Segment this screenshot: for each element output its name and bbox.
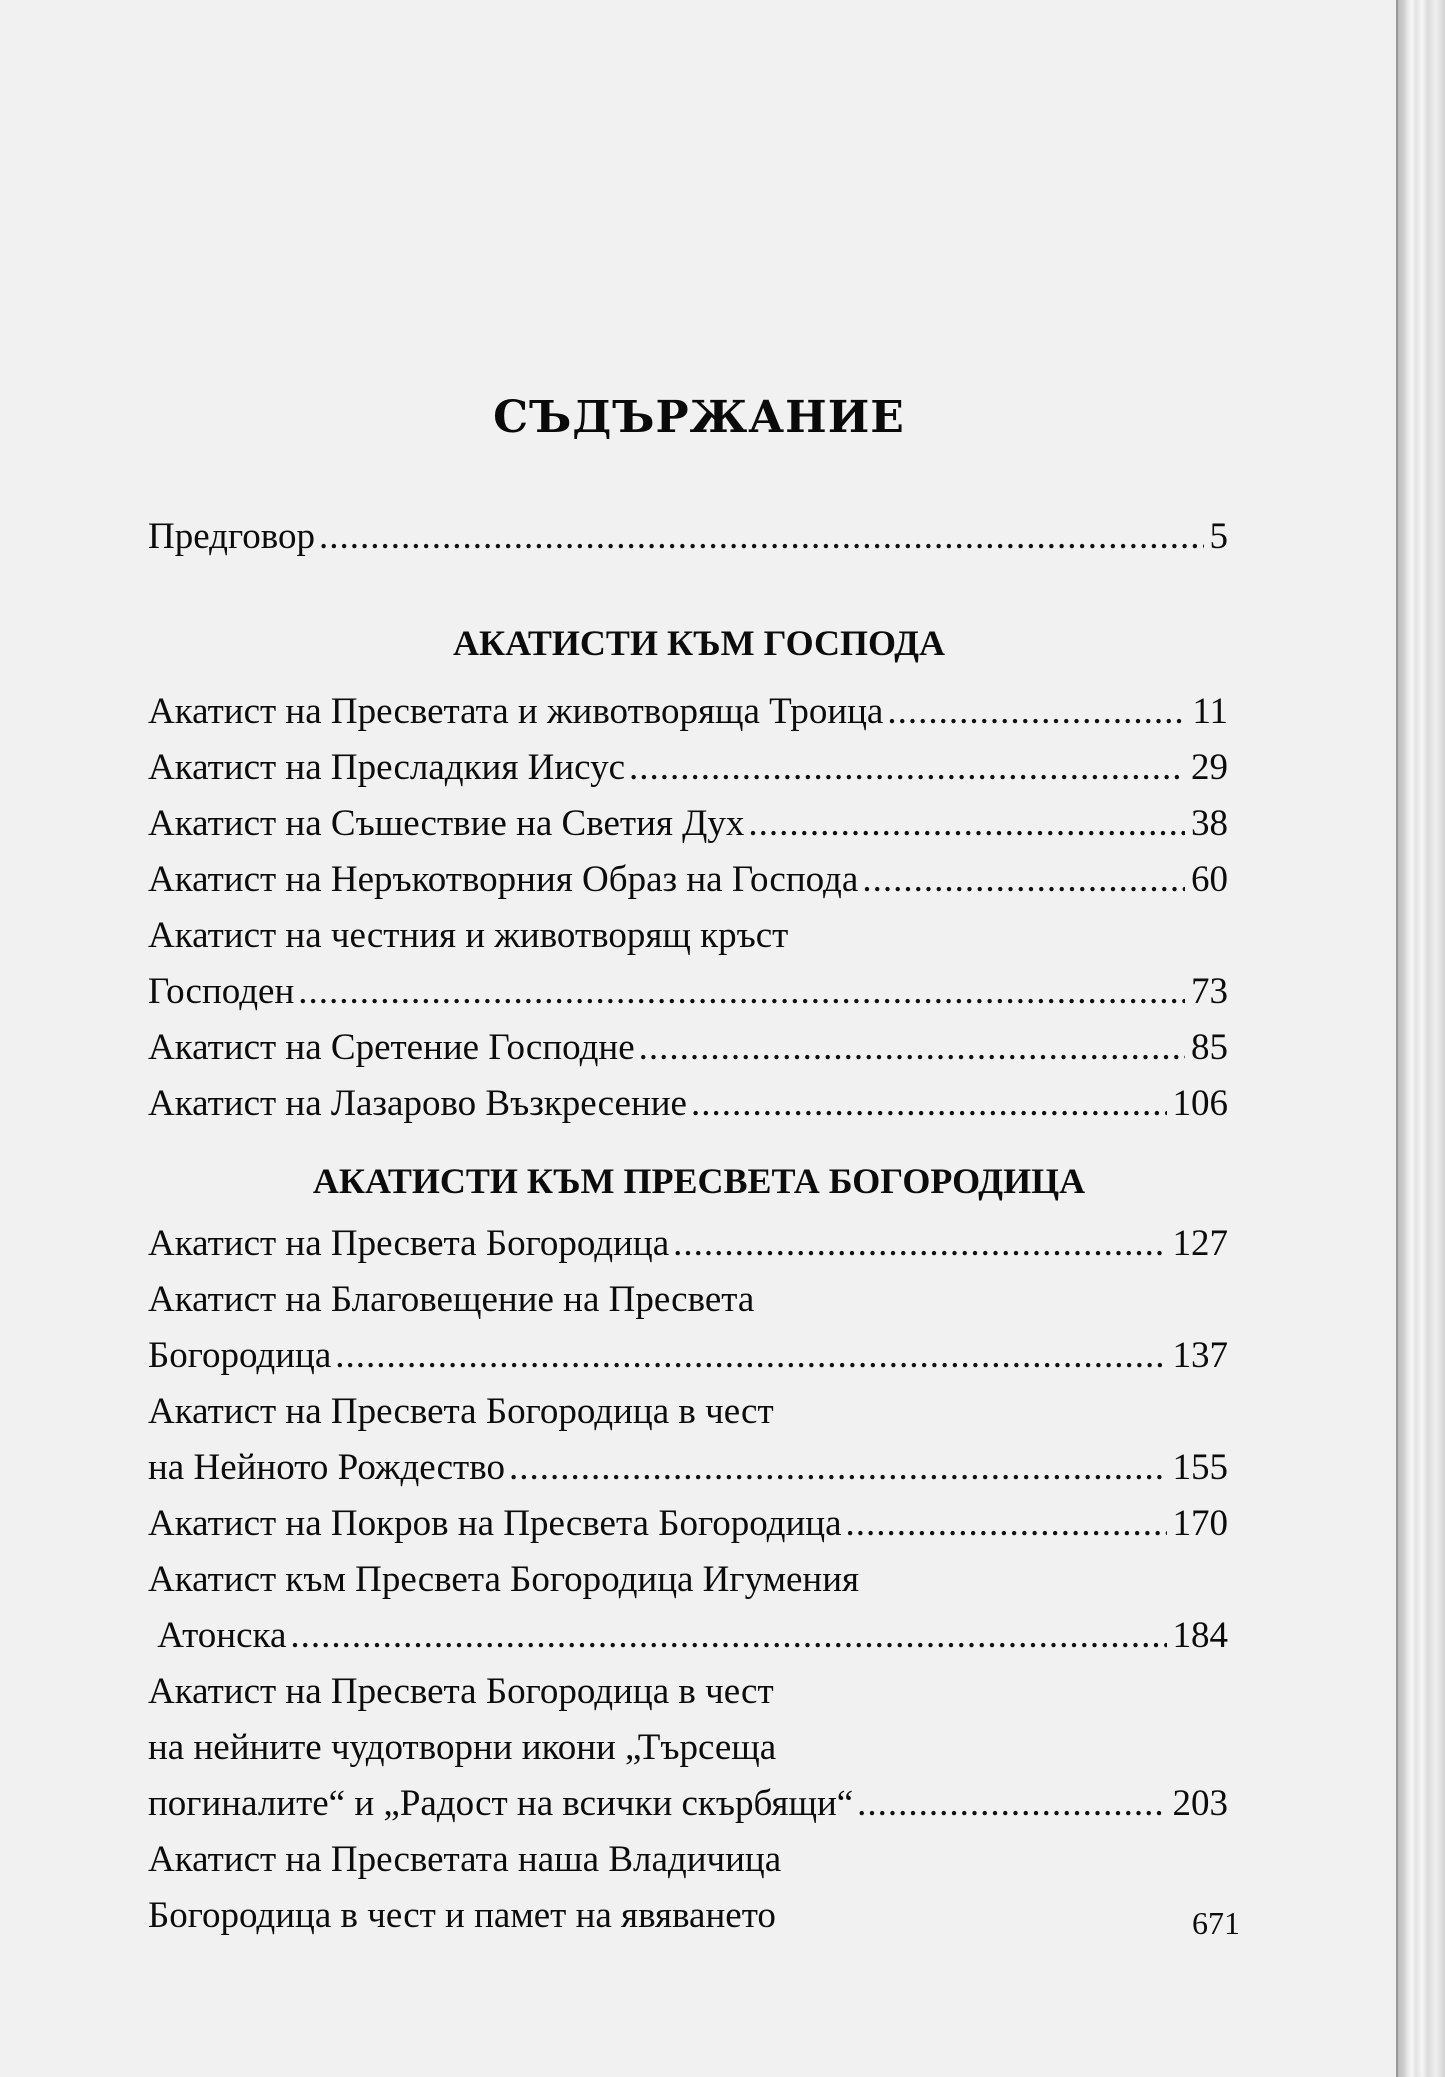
toc-page-number: 203: [1172, 1783, 1228, 1824]
toc-entry-title: Акатист на Пресвета Богородица: [148, 1223, 670, 1264]
toc-entry: [148, 1026, 1228, 1086]
toc-entry-title: Акатист на Пресвета Богородица в чест: [148, 1671, 774, 1712]
section-heading-theotokos: АКАТИСТИ КЪМ ПРЕСВЕТА БОГОРОДИЦА: [312, 1161, 1086, 1201]
page-title: СЪДЪРЖАНИЕ: [493, 392, 905, 443]
toc-page-number: 29: [1191, 747, 1228, 788]
toc-entry-line: [148, 1894, 1228, 1954]
toc-page-number: 85: [1191, 1027, 1228, 1068]
toc-leader-dots: [846, 1502, 1167, 1545]
toc-entry-line: [148, 1558, 1228, 1618]
toc-entry-line: [148, 1726, 1228, 1786]
toc-page-number: 106: [1172, 1083, 1228, 1124]
toc-page-number: 184: [1172, 1615, 1228, 1656]
toc-entry: [148, 1334, 1228, 1394]
toc-page-number: 11: [1192, 691, 1228, 732]
toc-entry-title: Акатист на Пресветата и животворяща Троица: [148, 691, 884, 732]
toc-leader-dots: [691, 1082, 1167, 1125]
toc-entry-title: Акатист на Пресветата наша Владичица: [148, 1839, 782, 1880]
toc-page-number: 38: [1191, 803, 1228, 844]
toc-entry: [148, 1446, 1228, 1506]
toc-entry-title: Акатист на Неръкотворния Образ на Господа: [148, 859, 859, 900]
toc-leader-dots: [673, 1222, 1166, 1265]
section-heading-lord: АКАТИСТИ КЪМ ГОСПОДА: [452, 623, 945, 663]
toc-entry-title-cont: Богородица в чест и памет на явяването: [148, 1895, 776, 1936]
toc-leader-dots: [857, 1782, 1166, 1825]
toc-entry-line: [148, 914, 1228, 974]
toc-page-number: 137: [1172, 1335, 1228, 1376]
toc-leader-dots: [629, 746, 1185, 789]
toc-entry-title: Акатист на Благовещение на Пресвета: [148, 1279, 755, 1320]
toc-entry: [148, 1082, 1228, 1142]
toc-entry: [148, 1502, 1228, 1562]
toc-page-number: 60: [1191, 859, 1228, 900]
toc-leader-dots: [335, 1334, 1166, 1377]
toc-leader-dots: [509, 1446, 1167, 1489]
toc-entry: [148, 1222, 1228, 1282]
toc-leader-dots: [319, 515, 1204, 558]
toc-entry-line: [148, 1278, 1228, 1338]
toc-page-number: 127: [1172, 1223, 1228, 1264]
toc-page-number: 73: [1191, 971, 1228, 1012]
toc-entry-line: [148, 1838, 1228, 1898]
toc-entry-title-cont: Господен: [148, 971, 295, 1012]
toc-leader-dots: [887, 690, 1186, 733]
toc-entry-title-cont: на Нейното Рождество: [148, 1447, 505, 1488]
toc-entry: [148, 1782, 1228, 1842]
toc-entry-title: Акатист на Пресвета Богородица в чест: [148, 1391, 774, 1432]
toc-leader-dots: [298, 970, 1185, 1013]
page-number: 671: [1192, 1905, 1240, 1941]
page-edges: [1398, 0, 1445, 2077]
toc-entry-line: [148, 1670, 1228, 1730]
toc-leader-dots: [862, 858, 1185, 901]
toc-leader-dots: [290, 1614, 1166, 1657]
toc-entry-title-cont: Атонска: [148, 1615, 287, 1656]
toc-entry-title: Акатист на Съшествие на Светия Дух: [148, 803, 745, 844]
toc-entry: [148, 970, 1228, 1030]
toc-entry-preface: [148, 515, 1228, 575]
toc-entry-title: Акатист на Сретение Господне: [148, 1027, 635, 1068]
toc-entry: [148, 1614, 1228, 1674]
toc-leader-dots: [639, 1026, 1185, 1069]
toc-entry: [148, 690, 1228, 750]
toc-entry-title: Акатист на Лазарово Възкресение: [148, 1083, 687, 1124]
toc-page-number: 5: [1209, 516, 1228, 557]
toc-entry-title: Акатист към Пресвета Богородица Игумения: [148, 1559, 860, 1600]
toc-entry-title-cont: на нейните чудотворни икони „Търсеща: [148, 1727, 777, 1768]
toc-entry: [148, 858, 1228, 918]
toc-page-number: 155: [1172, 1447, 1228, 1488]
toc-entry-line: [148, 1390, 1228, 1450]
toc-page-number: 170: [1172, 1503, 1228, 1544]
toc-entry: [148, 802, 1228, 862]
toc-entry-title: Акатист на Покров на Пресвета Богородица: [148, 1503, 842, 1544]
toc-entry: [148, 746, 1228, 806]
toc-entry-title: Акатист на Пресладкия Иисус: [148, 747, 626, 788]
toc-entry-title: Предговор: [148, 516, 315, 557]
toc-entry-title-cont: Богородица: [148, 1335, 332, 1376]
toc-entry-title-cont: погиналите“ и „Радост на всички скърбящи“: [148, 1783, 854, 1824]
toc-leader-dots: [748, 802, 1185, 845]
toc-entry-title: Акатист на честния и животворящ кръст: [148, 915, 789, 956]
